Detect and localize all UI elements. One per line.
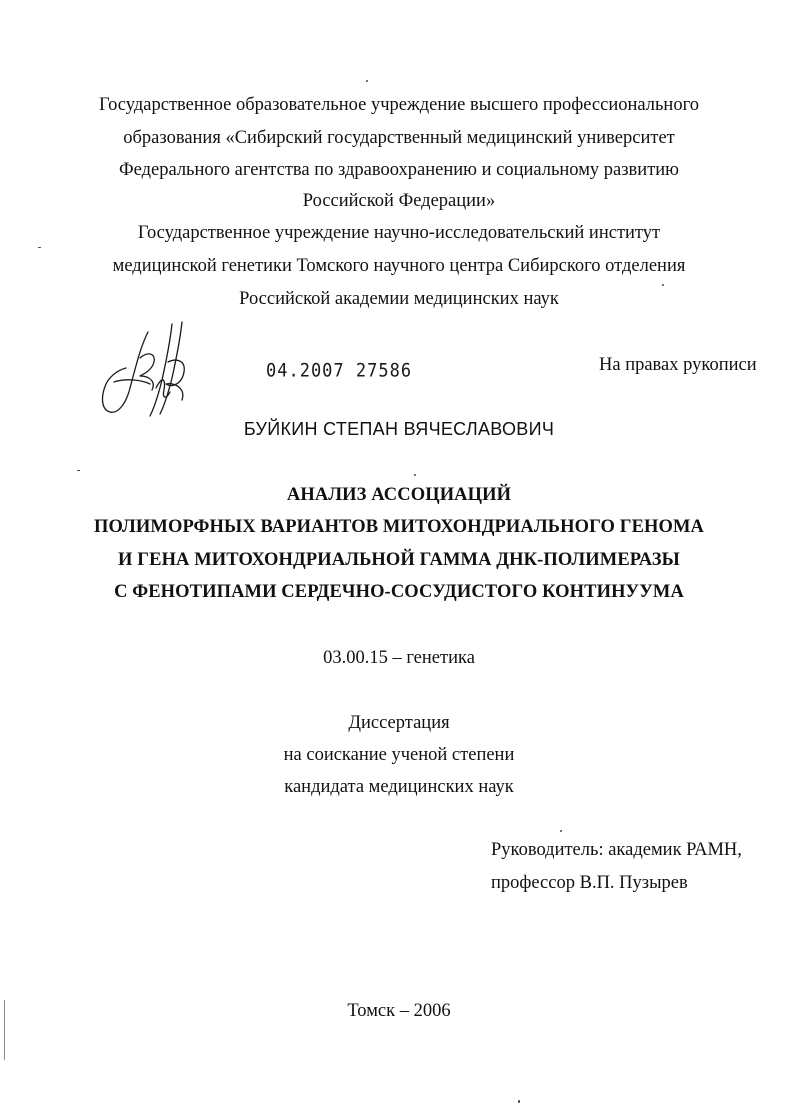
thesis-title-line-2: ПОЛИМОРФНЫХ ВАРИАНТОВ МИТОХОНДРИАЛЬНОГО ГЕНОМА [93,517,705,537]
specialty-code: 03.00.15 – генетика [323,648,475,668]
thesis-title-line-3: И ГЕНА МИТОХОНДРИАЛЬНОЙ ГАММА ДНК-ПОЛИМЕРАЗЫ [118,550,680,570]
place-year: Томск – 2006 [347,1001,451,1021]
institution-line-5: Государственное учреждение научно-исследовательский институт [137,223,661,243]
thesis-title-line-4: С ФЕНОТИПАМИ СЕРДЕЧНО-СОСУДИСТОГО КОНТИНУУМА [114,582,684,602]
scan-speck [38,247,41,248]
author-name: БУЙКИН СТЕПАН ВЯЧЕСЛАВОВИЧ [243,419,555,439]
scan-edge-line [4,1000,5,1060]
institution-line-3: Федерального агентства по здравоохранению и социальному развитию [118,160,679,180]
institution-line-4: Российской Федерации» [302,191,496,211]
scan-speck [414,474,416,476]
scan-speck [518,1100,520,1103]
degree-line-2: на соискание ученой степени [283,745,515,765]
library-stamp-number: 04.2007 27586 [266,360,413,382]
institution-line-2: образования «Сибирский государственный медицинский университет [123,128,675,148]
scan-speck [77,470,80,471]
scan-speck [560,830,562,832]
institution-line-7: Российской академии медицинских наук [239,289,559,309]
supervisor-line-2: профессор В.П. Пузырев [491,873,688,893]
institution-line-6: медицинской генетики Томского научного центра Сибирского отделения [112,256,686,276]
thesis-title-line-1: АНАЛИЗ АССОЦИАЦИЙ [286,485,512,505]
scan-speck [662,284,664,286]
rights-note: На правах рукописи [599,355,757,375]
scan-speck [366,80,368,82]
degree-line-1: Диссертация [348,713,450,733]
handwritten-signature [96,318,208,422]
institution-line-1: Государственное образовательное учреждение высшего профессионального [99,95,699,115]
degree-line-3: кандидата медицинских наук [284,777,514,797]
supervisor-line-1: Руководитель: академик РАМН, [491,840,742,860]
